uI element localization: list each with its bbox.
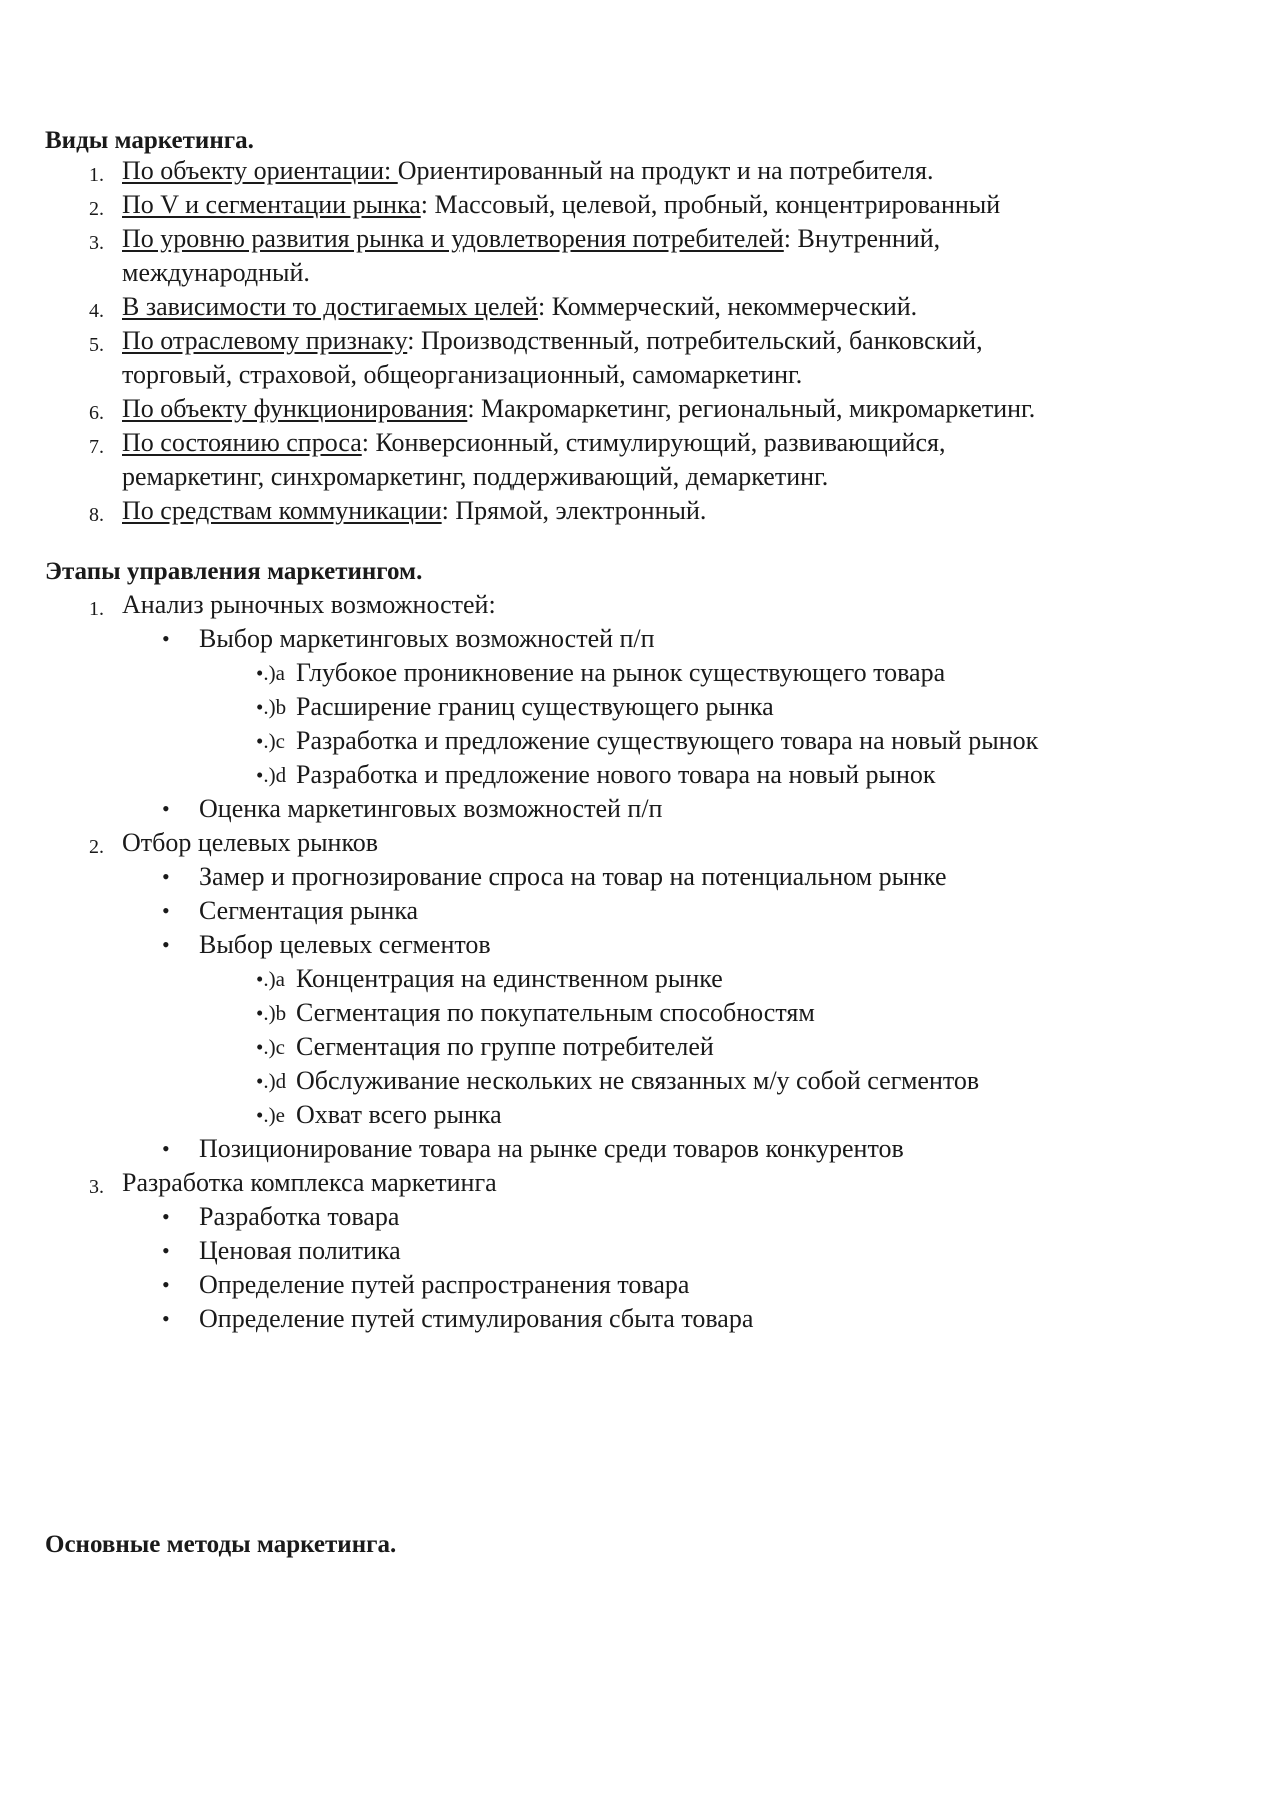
stage-bullet: Позиционирование товара на рынке среди товаров конкурентов: [199, 1134, 904, 1163]
stage-bullet: Ценовая политика: [199, 1236, 401, 1265]
types-item-number: 4.: [89, 300, 104, 322]
bullet-marker: •: [162, 1238, 170, 1263]
types-item-number: 5.: [89, 334, 104, 356]
stage-bullet: Определение путей распространения товара: [199, 1270, 690, 1299]
stage-bullet: Сегментация рынка: [199, 896, 419, 925]
bullet-marker: •: [162, 1204, 170, 1229]
sub-item: Разработка и предложение существующего товара на новый рынок: [296, 726, 1039, 755]
sub-item: Расширение границ существующего рынка: [296, 692, 774, 721]
types-item-7: [122, 426, 945, 460]
types-item-continuation: ремаркетинг, синхромаркетинг, поддерживающий, демаркетинг.: [122, 462, 829, 491]
stage-number: 2.: [89, 836, 104, 858]
types-item-label: По отраслевому признаку: [122, 326, 408, 355]
bullet-marker: •: [162, 932, 170, 957]
sub-item: Охват всего рынка: [296, 1100, 502, 1129]
types-item-8: [122, 494, 706, 528]
types-item-text: : Прямой, электронный.: [441, 496, 707, 525]
stage-bullet: Оценка маркетинговых возможностей п/п: [199, 794, 663, 823]
sub-item: Концентрация на единственном рынке: [296, 964, 723, 993]
types-item-label: По V и сегментации рынка: [122, 190, 421, 219]
types-item-text: : Производственный, потребительский, банковский,: [407, 326, 983, 355]
bullet-marker: •: [162, 864, 170, 889]
types-item-label: В зависимости то достигаемых целей: [122, 292, 538, 321]
types-item-number: 1.: [89, 164, 104, 186]
methods-heading: Основные методы маркетинга.: [45, 1531, 397, 1558]
types-item-label: По средствам коммуникации: [122, 496, 442, 525]
stage-1-text: Анализ рыночных возможностей:: [122, 590, 496, 619]
sub-item-marker: •.)e: [256, 1103, 285, 1127]
types-item-text: : Коммерческий, некоммерческий.: [537, 292, 918, 321]
sub-item: Сегментация по покупательным способностям: [296, 998, 815, 1027]
sub-item-marker: •.)c: [256, 1035, 285, 1059]
types-item-2: [122, 188, 1000, 222]
types-item-text: Ориентированный на продукт и на потребителя.: [397, 156, 934, 185]
types-item-continuation: международный.: [122, 258, 310, 287]
types-item-label: По объекту функционирования: [122, 394, 468, 423]
bullet-marker: •: [162, 1136, 170, 1161]
sub-item-marker: •.)a: [256, 967, 285, 991]
bullet-marker: •: [162, 1306, 170, 1331]
sub-item: Обслуживание нескольких не связанных м/у собой сегментов: [296, 1066, 980, 1095]
types-item-text: : Внутренний,: [783, 224, 941, 253]
types-item-3: [122, 222, 940, 256]
types-item-text: : Макромаркетинг, региональный, микромаркетинг.: [467, 394, 1036, 423]
types-item-number: 3.: [89, 232, 104, 254]
types-item-number: 2.: [89, 198, 104, 220]
types-item-number: 8.: [89, 504, 104, 526]
bullet-marker: •: [162, 898, 170, 923]
sub-item: Сегментация по группе потребителей: [296, 1032, 714, 1061]
types-item-label: По объекту ориентации:: [122, 156, 398, 185]
stage-bullet: Определение путей стимулирования сбыта товара: [199, 1304, 754, 1333]
bullet-marker: •: [162, 796, 170, 821]
stage-3-text: Разработка комплекса маркетинга: [122, 1168, 497, 1197]
sub-item-marker: •.)b: [256, 1001, 287, 1025]
sub-item: Глубокое проникновение на рынок существующего товара: [296, 658, 946, 687]
stage-bullet: Выбор целевых сегментов: [199, 930, 491, 959]
types-item-1: [122, 154, 933, 188]
stage-number: 3.: [89, 1176, 104, 1198]
sub-item-marker: •.)c: [256, 729, 285, 753]
stage-bullet: Замер и прогнозирование спроса на товар на потенциальном рынке: [199, 862, 947, 891]
types-item-continuation: торговый, страховой, общеорганизационный, самомаркетинг.: [122, 360, 803, 389]
bullet-marker: •: [162, 1272, 170, 1297]
types-item-number: 6.: [89, 402, 104, 424]
stages-heading: Этапы управления маркетингом.: [45, 558, 423, 585]
sub-item-marker: •.)b: [256, 695, 287, 719]
sub-item-marker: •.)a: [256, 661, 285, 685]
types-heading: Виды маркетинга.: [45, 127, 254, 154]
stage-bullet: Выбор маркетинговых возможностей п/п: [199, 624, 655, 653]
types-item-label: По уровню развития рынка и удовлетворения потребителей: [122, 224, 784, 253]
stage-2-text: Отбор целевых рынков: [122, 828, 379, 857]
sub-item-marker: •.)d: [256, 1069, 287, 1093]
bullet-marker: •: [162, 626, 170, 651]
types-item-number: 7.: [89, 436, 104, 458]
types-item-4: [122, 290, 917, 324]
types-item-label: По состоянию спроса: [122, 428, 362, 457]
types-item-text: : Массовый, целевой, пробный, концентрированный: [420, 190, 1001, 219]
sub-item: Разработка и предложение нового товара на новый рынок: [296, 760, 936, 789]
stage-bullet: Разработка товара: [199, 1202, 400, 1231]
sub-item-marker: •.)d: [256, 763, 287, 787]
types-item-text: : Конверсионный, стимулирующий, развивающийся,: [361, 428, 946, 457]
types-item-6: [122, 392, 1035, 426]
types-item-5: [122, 324, 983, 358]
stage-number: 1.: [89, 598, 104, 620]
